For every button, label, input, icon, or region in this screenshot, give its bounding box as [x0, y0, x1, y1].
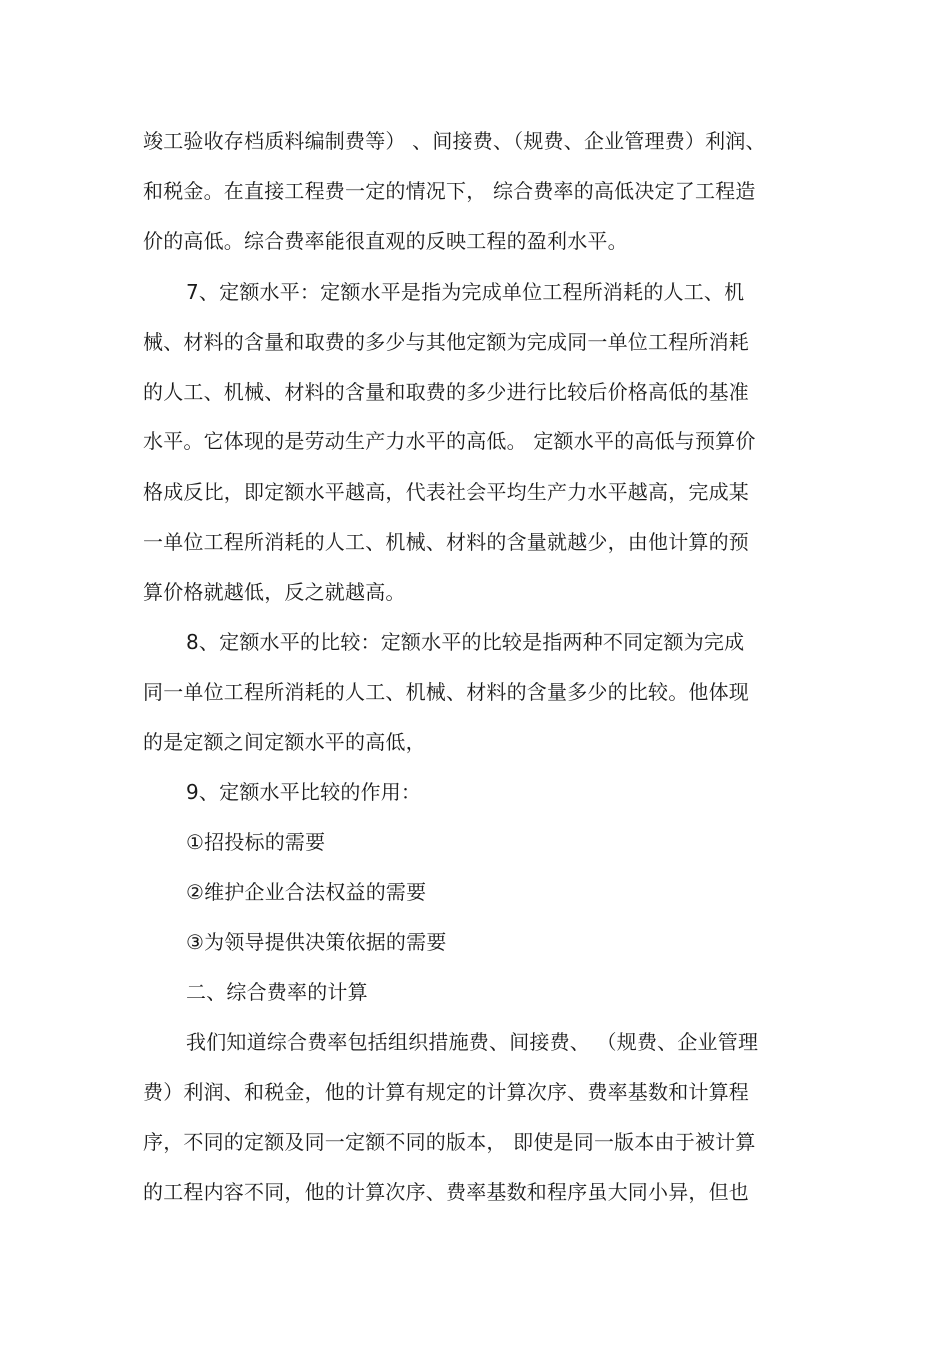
paragraph-9-heading: 9、定额水平比较的作用： — [186, 780, 422, 804]
text-line: 械、材料的含量和取费的多少与其他定额为完成同一单位工程所消耗 — [143, 330, 749, 354]
list-item: ②维护企业合法权益的需要 — [186, 880, 427, 904]
list-item: ①招投标的需要 — [186, 830, 326, 854]
paragraph-7-start: 7、定额水平：定额水平是指为完成单位工程所消耗的人工、机 — [186, 280, 745, 304]
paragraph-start: 我们知道综合费率包括组织措施费、间接费、 （规费、企业管理 — [186, 1030, 759, 1054]
text-line: 的工程内容不同，他的计算次序、费率基数和程序虽大同小异，但也 — [143, 1180, 749, 1204]
text-line: 序，不同的定额及同一定额不同的版本， 即使是同一版本由于被计算 — [143, 1130, 756, 1154]
paragraph-8-start: 8、定额水平的比较：定额水平的比较是指两种不同定额为完成 — [186, 630, 745, 654]
text-line: 竣工验收存档质料编制费等） 、间接费、（规费、企业管理费）利润、 — [143, 129, 766, 153]
text-line: 算价格就越低，反之就越高。 — [143, 580, 406, 604]
text-line: 和税金。在直接工程费一定的情况下， 综合费率的高低决定了工程造 — [143, 179, 756, 203]
text-line: 价的高低。综合费率能很直观的反映工程的盈利水平。 — [143, 229, 628, 253]
text-line: 的是定额之间定额水平的高低， — [143, 730, 426, 754]
text-line: 一单位工程所消耗的人工、机械、材料的含量就越少，由他计算的预 — [143, 530, 749, 554]
text-line: 的人工、机械、材料的含量和取费的多少进行比较后价格高低的基准 — [143, 380, 749, 404]
text-line: 费）利润、和税金，他的计算有规定的计算次序、费率基数和计算程 — [143, 1080, 749, 1104]
list-item: ③为领导提供决策依据的需要 — [186, 930, 447, 954]
section-heading: 二、综合费率的计算 — [186, 980, 368, 1004]
text-line: 格成反比，即定额水平越高，代表社会平均生产力水平越高，完成某 — [143, 480, 749, 504]
text-line: 水平。它体现的是劳动生产力水平的高低。 定额水平的高低与预算价 — [143, 429, 756, 453]
text-line: 同一单位工程所消耗的人工、机械、材料的含量多少的比较。他体现 — [143, 680, 749, 704]
